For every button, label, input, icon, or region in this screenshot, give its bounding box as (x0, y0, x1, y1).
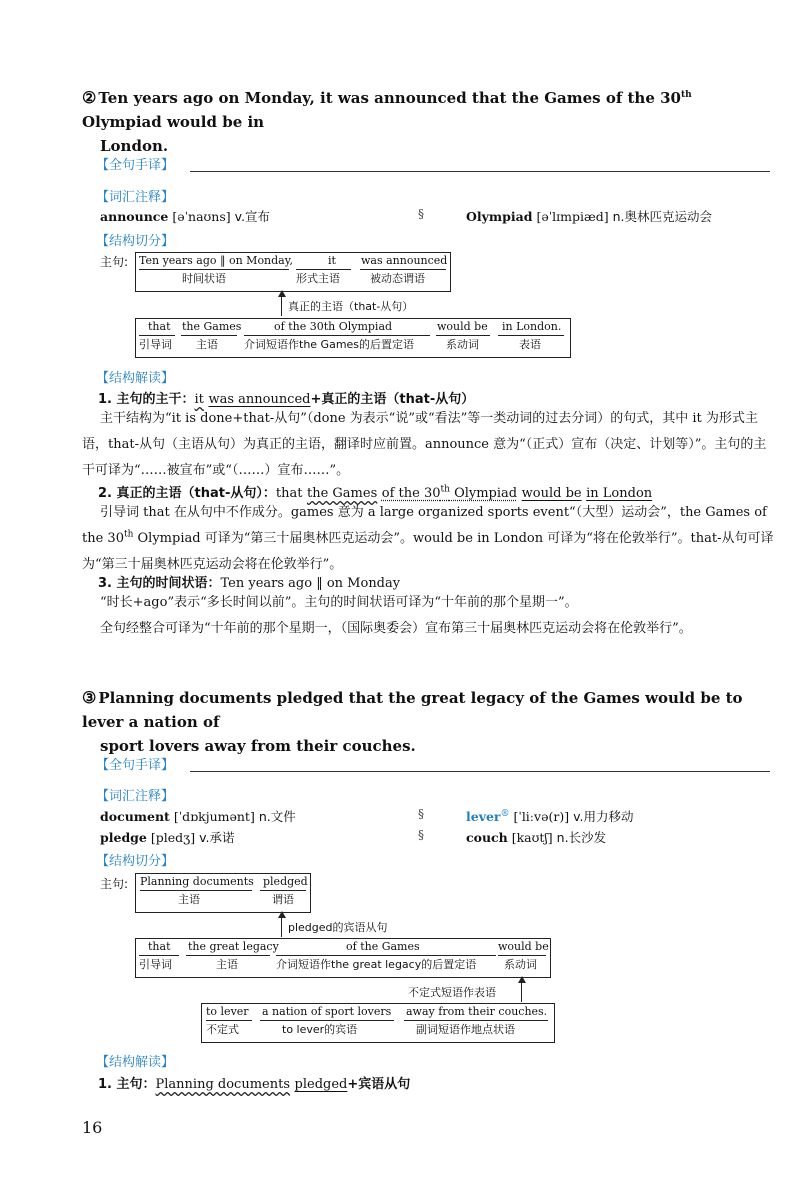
predicate: was announced (208, 392, 311, 407)
arrow-line (281, 296, 282, 316)
vocab-word: document (100, 809, 170, 824)
q3-translation-line[interactable] (190, 771, 770, 772)
diagram-zh: 时间状语 (182, 272, 226, 285)
diagram-zh: 表语 (519, 338, 541, 351)
q2-arrow-label: 真正的主语（that-从句） (288, 300, 414, 313)
diagram-en: that (148, 940, 171, 953)
diagram-zh: 主语 (216, 958, 238, 971)
sub-title: 2. 真正的主语（that-从句）： (98, 486, 276, 501)
vocab-def: n.奥林匹克运动会 (612, 209, 713, 224)
vocab-def: v.承诺 (199, 830, 235, 845)
vocab-word: lever (466, 809, 501, 824)
q3-structure-label: 【结构切分】 (96, 854, 175, 869)
q2-vocab-label: 【词汇注释】 (96, 190, 175, 205)
q3-infinitive-box (201, 1003, 555, 1043)
q3-vocab-1 (100, 807, 296, 825)
q2-explain-p1: 主干结构为“it is done+that-从句”（done 为表示“说”或“看法”等一类动词的过去分词）的句式，其中 it 为形式主语，that-从句（主语从句）为真正的主语，翻译时应前置。announce 意为“（正式）宣布（决定、计划等）”。主句的主干可译为“……被宣布”或“（……）宣布……”。 (82, 411, 767, 478)
vocab-phonetic: [kaʊtʃ] (511, 830, 553, 845)
sub-title: 3. 主句的时间状语： (98, 576, 221, 591)
vocab-phonetic: [pledʒ] (150, 830, 196, 845)
vocab-def: n.长沙发 (556, 830, 607, 845)
diagram-en: Planning documents (140, 875, 254, 888)
q3-that-box (135, 938, 551, 978)
q2-structure-label: 【结构切分】 (96, 234, 175, 249)
vocab-separator: § (418, 828, 424, 842)
diagram-zh: 系动词 (446, 338, 479, 351)
that: that (275, 486, 303, 501)
diagram-en: would be (498, 940, 549, 953)
arrow-line (521, 982, 522, 1002)
subject: Planning documents (155, 1077, 290, 1092)
of-30: of the 30 (381, 486, 441, 501)
diagram-zh: 副词短语作地点状语 (416, 1023, 515, 1036)
diagram-zh: 介词短语作the Games的后置定语 (244, 338, 415, 351)
q2-explain-p4: 全句经整合可译为“十年前的那个星期一，（国际奥委会）宣布第三十届奥林匹克运动会将在伦敦举行”。 (100, 621, 692, 636)
vocab-phonetic: [ˈdɒkjumənt] (173, 809, 255, 824)
diagram-en: of the Games (346, 940, 420, 953)
vocab-mark: ® (500, 808, 510, 819)
predicate: pledged (294, 1077, 348, 1092)
diagram-en: a nation of sport lovers (262, 1005, 392, 1018)
q3-vocab-3 (466, 807, 633, 825)
diagram-en: to lever (206, 1005, 249, 1018)
would-be: would be (521, 486, 582, 501)
diagram-zh: 形式主语 (296, 272, 340, 285)
sup-th: th (440, 484, 450, 495)
diagram-en: in London. (502, 320, 562, 333)
q3-arrow2-label: 不定式短语作表语 (408, 986, 496, 999)
q3-arrow1-label: pledged的宾语从句 (288, 921, 388, 934)
q3-explain-s1 (98, 1073, 410, 1092)
vocab-phonetic: [əˈnaʊns] (172, 209, 231, 224)
in-london: in London (586, 486, 653, 501)
q3-vocab-label: 【词汇注释】 (96, 789, 175, 804)
vocab-def: v.用力移动 (573, 809, 634, 824)
time-adverbial: Ten years ago ‖ on Monday (220, 576, 401, 591)
q3-number: ③ (82, 688, 97, 707)
diagram-en: the great legacy (188, 940, 279, 953)
arrow-head (518, 976, 526, 983)
diagram-zh: to lever的宾语 (282, 1023, 358, 1036)
q2-number: ② (82, 88, 97, 107)
q2-line1a: Ten years ago on Monday, it was announced that the Games of the 30 (98, 89, 681, 107)
diagram-zh: 系动词 (504, 958, 537, 971)
diagram-zh: 被动态谓语 (370, 272, 425, 285)
subject-it: it (194, 392, 204, 407)
q2-line2: London. (100, 137, 169, 155)
q2-sup: th (680, 90, 692, 100)
q3-vocab-4 (466, 828, 606, 846)
q2-translation-label: 【全句手译】 (96, 158, 175, 173)
main-clause-label: 主句: (100, 255, 129, 269)
vocab-phonetic: [ˈliːvə(r)] (513, 809, 570, 824)
q2-translation-line[interactable] (190, 171, 770, 172)
sub-rest: +真正的主语（that-从句） (310, 392, 475, 407)
p2b: Olympiad 可译为“第三十届奥林匹克运动会”。would be in London 可译为“将在伦敦举行”。that-从句可译为“第三十届奥林匹克运动会将在伦敦举行”。 (82, 531, 774, 572)
sub-title: 1. 主句的主干： (98, 392, 195, 407)
arrow-line (281, 917, 282, 937)
q3-translation-label: 【全句手译】 (96, 758, 175, 773)
sub-rest: +宾语从句 (347, 1077, 411, 1092)
diagram-zh: 主语 (178, 893, 200, 906)
q2-line1b: Olympiad would be in (82, 113, 265, 131)
diagram-en: of the 30th Olympiad (274, 320, 393, 333)
the-games: the Games (306, 486, 378, 501)
diagram-en: pledged (263, 875, 308, 888)
diagram-zh: 谓语 (272, 893, 294, 906)
vocab-separator: § (418, 807, 424, 821)
vocab-def: v.宣布 (234, 209, 271, 224)
q2-main-box (135, 252, 451, 292)
q2-explain-s1 (98, 388, 474, 407)
diagram-en: Ten years ago ‖ on Monday, (139, 254, 293, 267)
p2-sup: th (123, 529, 134, 540)
q2-explain-p2 (82, 500, 778, 578)
page-number: 16 (82, 1118, 103, 1137)
diagram-en: would be (437, 320, 488, 333)
diagram-zh: 主语 (196, 338, 218, 351)
diagram-zh: 引导词 (139, 958, 172, 971)
diagram-zh: 引导词 (139, 338, 172, 351)
vocab-def: n.文件 (258, 809, 296, 824)
diagram-en: the Games (182, 320, 242, 333)
q2-sentence (82, 86, 762, 158)
vocab-phonetic: [əˈlɪmpiæd] (536, 209, 609, 224)
vocab-word: couch (466, 830, 508, 845)
diagram-en: it (328, 254, 336, 267)
q2-vocab-2 (466, 207, 712, 225)
diagram-zh: 介词短语作the great legacy的后置定语 (276, 958, 477, 971)
q3-line1: Planning documents pledged that the great legacy of the Games would be to lever a nation of (82, 689, 743, 731)
of-olympiad (382, 486, 517, 501)
diagram-en: was announced (361, 254, 448, 267)
q2-that-box (135, 318, 571, 358)
q3-sentence (82, 686, 762, 758)
vocab-separator: § (418, 207, 424, 221)
arrow-head (278, 911, 286, 918)
sub-title: 1. 主句： (98, 1077, 156, 1092)
q3-explain-label: 【结构解读】 (96, 1055, 175, 1070)
vocab-word: Olympiad (466, 209, 533, 224)
q2-vocab-1 (100, 207, 270, 225)
diagram-zh: 不定式 (206, 1023, 239, 1036)
q3-vocab-2 (100, 828, 234, 846)
p2a: 引导词 that 在从句中不作成分。games 意为 a large organized sports event“（大型）运动会”，the Games of the 30 (82, 505, 767, 546)
diagram-en: away from their couches. (406, 1005, 548, 1018)
q2-explain-p3: “时长+ago”表示“多长时间以前”。主句的时间状语可译为“十年前的那个星期一”。 (100, 595, 578, 610)
q3-line2: sport lovers away from their couches. (100, 737, 416, 755)
q2-explain-s2 (98, 482, 652, 501)
q3-main-box (135, 873, 311, 913)
vocab-word: pledge (100, 830, 147, 845)
q2-explain-label: 【结构解读】 (96, 371, 175, 386)
vocab-word: announce (100, 209, 169, 224)
olympiad: Olympiad (449, 486, 518, 501)
arrow-head (278, 290, 286, 297)
q2-explain-s3 (98, 572, 400, 591)
diagram-en: that (148, 320, 171, 333)
main-clause-label: 主句: (100, 877, 129, 891)
